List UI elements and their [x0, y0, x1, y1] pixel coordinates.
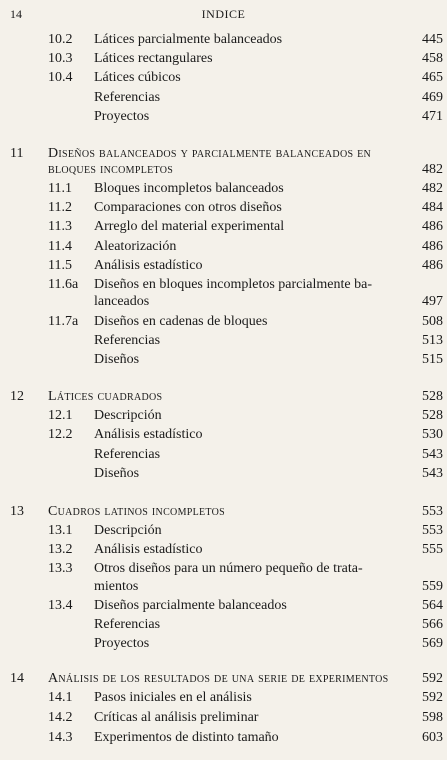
section-title: lanceados: [94, 294, 150, 309]
section-title: Descripción: [94, 523, 162, 538]
section-number: 11.5: [48, 258, 72, 273]
section-number: 13.2: [48, 542, 73, 557]
page-ref: 458: [422, 51, 443, 66]
section-number: 13.4: [48, 598, 73, 613]
page-ref: 603: [422, 730, 443, 745]
chapter-title: Diseños balanceados y parcialmente balanceados en: [48, 146, 372, 161]
running-head: INDICE: [201, 7, 246, 21]
section-title: Arreglo del material experimental: [94, 219, 285, 234]
chapter-number: 11: [10, 146, 24, 161]
chapter-title: Cuadros latinos incompletos: [48, 504, 226, 519]
section-number: 10.2: [48, 32, 73, 47]
section-number: 11.6a: [48, 277, 79, 292]
section-number: 14.1: [48, 690, 73, 705]
page-ref: 486: [422, 219, 443, 234]
page-ref: 528: [422, 389, 443, 404]
section-title: Diseños parcialmente balanceados: [94, 598, 287, 613]
section-number: 12.1: [48, 408, 73, 423]
section-title: Análisis estadístico: [94, 542, 203, 557]
page-ref: 528: [422, 408, 443, 423]
page-number: 14: [10, 7, 22, 21]
section-title: Aleatorización: [94, 239, 177, 254]
page-ref: 566: [422, 617, 443, 632]
page-ref: 469: [422, 90, 443, 105]
chapter-title: Látices cuadrados: [48, 389, 163, 404]
chapter-number: 12: [10, 389, 24, 404]
section-title: Referencias: [94, 617, 161, 632]
section-title: Pasos iniciales en el análisis: [94, 690, 252, 705]
page-ref: 497: [422, 294, 443, 309]
page-ref: 482: [422, 162, 443, 177]
section-title: Látices rectangulares: [94, 51, 213, 66]
chapter-title: bloques incompletos: [48, 162, 174, 177]
chapter-title: Análisis de los resultados de una serie de experimentos: [48, 671, 389, 686]
page-ref: 592: [422, 671, 443, 686]
section-number: 13.1: [48, 523, 73, 538]
page-ref: 486: [422, 239, 443, 254]
section-title: Referencias: [94, 447, 161, 462]
page-ref: 559: [422, 579, 443, 594]
page-ref: 486: [422, 258, 443, 273]
page-ref: 465: [422, 70, 443, 85]
section-number: 11.4: [48, 239, 72, 254]
page-ref: 555: [422, 542, 443, 557]
page-ref: 543: [422, 466, 443, 481]
section-number: 11.1: [48, 181, 72, 196]
page-ref: 445: [422, 32, 443, 47]
section-title: Proyectos: [94, 109, 150, 124]
page-ref: 482: [422, 181, 443, 196]
section-number: 12.2: [48, 427, 73, 442]
section-title: Proyectos: [94, 636, 150, 651]
section-title: Análisis estadístico: [94, 427, 203, 442]
page-ref: 471: [422, 109, 443, 124]
section-title: Diseños en bloques incompletos parcialmente ba-: [94, 277, 372, 292]
page-ref: 569: [422, 636, 443, 651]
section-title: Análisis estadístico: [94, 258, 203, 273]
section-number: 11.7a: [48, 314, 79, 329]
section-number: 10.4: [48, 70, 73, 85]
chapter-number: 14: [10, 671, 24, 686]
section-title: mientos: [94, 579, 139, 594]
section-number: 10.3: [48, 51, 73, 66]
section-title: Diseños en cadenas de bloques: [94, 314, 268, 329]
page-ref: 530: [422, 427, 443, 442]
section-title: Referencias: [94, 333, 161, 348]
page-ref: 564: [422, 598, 443, 613]
page-ref: 598: [422, 710, 443, 725]
section-title: Diseños: [94, 352, 140, 367]
section-title: Referencias: [94, 90, 161, 105]
page-ref: 515: [422, 352, 443, 367]
section-number: 14.2: [48, 710, 73, 725]
section-number: 14.3: [48, 730, 73, 745]
section-title: Otros diseños para un número pequeño de trata-: [94, 561, 363, 576]
page-ref: 513: [422, 333, 443, 348]
chapter-number: 13: [10, 504, 24, 519]
page-ref: 484: [422, 200, 443, 215]
page-ref: 553: [422, 523, 443, 538]
section-title: Látices parcialmente balanceados: [94, 32, 283, 47]
section-title: Diseños: [94, 466, 140, 481]
section-title: Descripción: [94, 408, 162, 423]
section-title: Experimentos de distinto tamaño: [94, 730, 279, 745]
page-ref: 508: [422, 314, 443, 329]
section-number: 11.3: [48, 219, 72, 234]
section-number: 11.2: [48, 200, 72, 215]
section-title: Bloques incompletos balanceados: [94, 181, 284, 196]
section-title: Comparaciones con otros diseños: [94, 200, 282, 215]
page-ref: 592: [422, 690, 443, 705]
page-ref: 553: [422, 504, 443, 519]
section-title: Críticas al análisis preliminar: [94, 710, 259, 725]
section-number: 13.3: [48, 561, 73, 576]
section-title: Látices cúbicos: [94, 70, 181, 85]
page-ref: 543: [422, 447, 443, 462]
